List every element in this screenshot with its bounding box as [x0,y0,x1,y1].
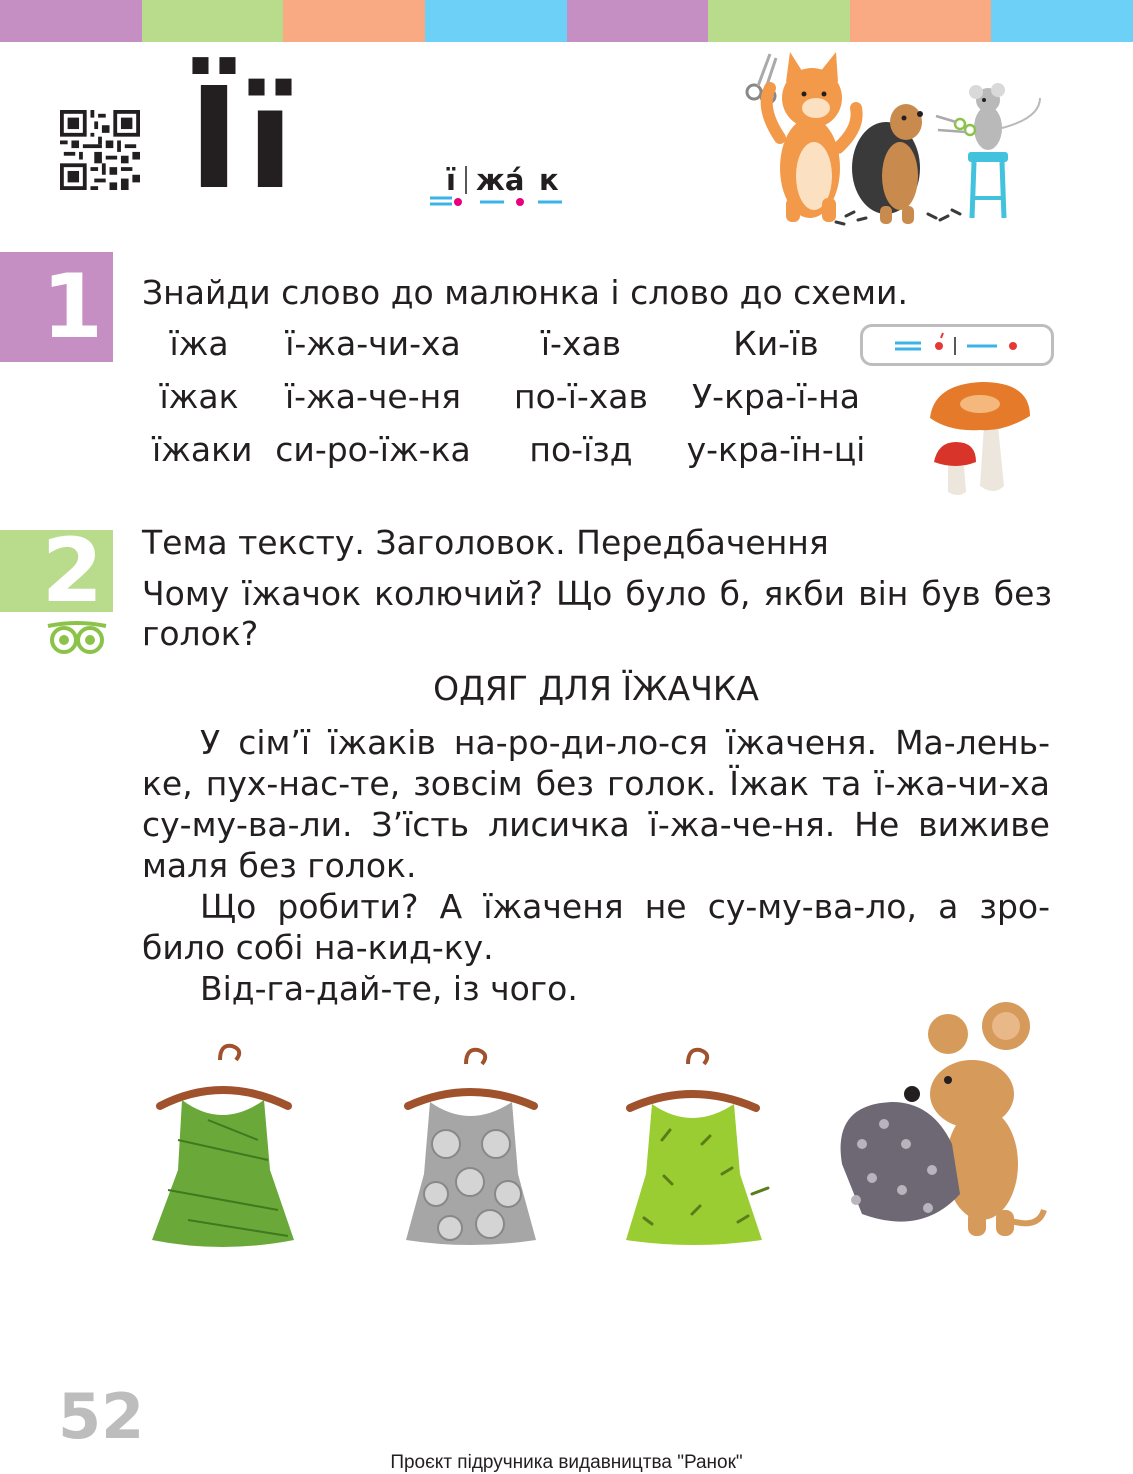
story-paragraph-3: Від-га-дай-те, із чого. [200,969,578,1008]
hedgehog-figure [852,104,923,224]
qr-code-icon [60,110,140,190]
syllable-word: Ки-їв [733,324,819,363]
color-band-segment [283,0,425,42]
svg-text:жá: жá [476,163,525,197]
mushroom-illustration [924,376,1036,498]
cat-hedgehog-mouse-illustration [740,48,1060,228]
button-dress-illustration [400,1044,540,1249]
task-1-instruction: Знайди слово до малюнка і слово до схеми. [142,273,908,312]
task-2-topic: Тема тексту. Заголовок. Передбачення [142,523,829,562]
story-paragraph-1: У сім’ї їжаків на-ро-ди-ло-ся їжаченя. Ма-лень-ке, пух-нас-те, зовсім без голок. Їжак та ї-жа-чи-ха су-му-ва-ли. З’їсть лисичка ї-жа-че-ня. Не виживе маля без голок. [142,723,1050,885]
story-paragraph-2: Що робити? А їжаченя не су-му-ва-ло, а зро-било собі на-кид-ку. [142,887,1050,967]
story-text [142,722,1050,1009]
task-2-badge: 2 [0,530,113,612]
color-band-segment [708,0,850,42]
footer-publisher: Проєкт підручника видавництва "Ранок" [390,1452,743,1473]
thorn-dress-illustration [622,1044,778,1249]
syllable-word: по-їзд [529,430,633,469]
color-band-segment [0,0,142,42]
syllable-word: У-кра-ї-на [692,377,860,416]
syllable-word: у-кра-їн-ці [686,430,866,469]
syllable-word: си-ро-їж-ка [275,430,471,469]
syllable-word: ї-жа-че-ня [284,377,462,416]
syllable-word: їжаки [152,430,253,469]
color-band-segment [567,0,709,42]
pine-needle-dress-illustration [148,1040,298,1250]
task-1-badge: 1 [0,252,113,362]
page-number: 52 [58,1380,145,1453]
owl-eyes-icon [44,620,110,656]
color-band-segment [991,0,1133,42]
svg-text:ї: ї [446,163,456,197]
syllable-word: ї-жа-чи-ха [285,324,461,363]
letter-pair-heading: Її [188,58,301,221]
task-2-question: Чому їжачок колючий? Що було б, якби він був без голок? [142,574,1052,653]
color-band-segment [142,0,284,42]
story-title: ОДЯГ ДЛЯ ЇЖАЧКА [433,669,759,708]
syllable-word: ї-хав [540,324,622,363]
word-scheme-box [860,324,1054,366]
top-color-band [0,0,1133,42]
syllable-word: їжа [169,324,229,363]
sound-scheme-icon [428,160,568,210]
cat-figure [767,52,857,222]
word-scheme-icon [863,327,1051,363]
syllable-word: по-ї-хав [514,377,648,416]
mouse-figure [936,83,1040,150]
example-word-scheme [428,160,568,210]
color-band-segment [425,0,567,42]
syllable-word: їжак [159,377,239,416]
stool-figure [968,152,1008,218]
color-band-segment [850,0,992,42]
svg-text:к: к [539,163,559,197]
mouse-with-cape-illustration [832,994,1048,1248]
